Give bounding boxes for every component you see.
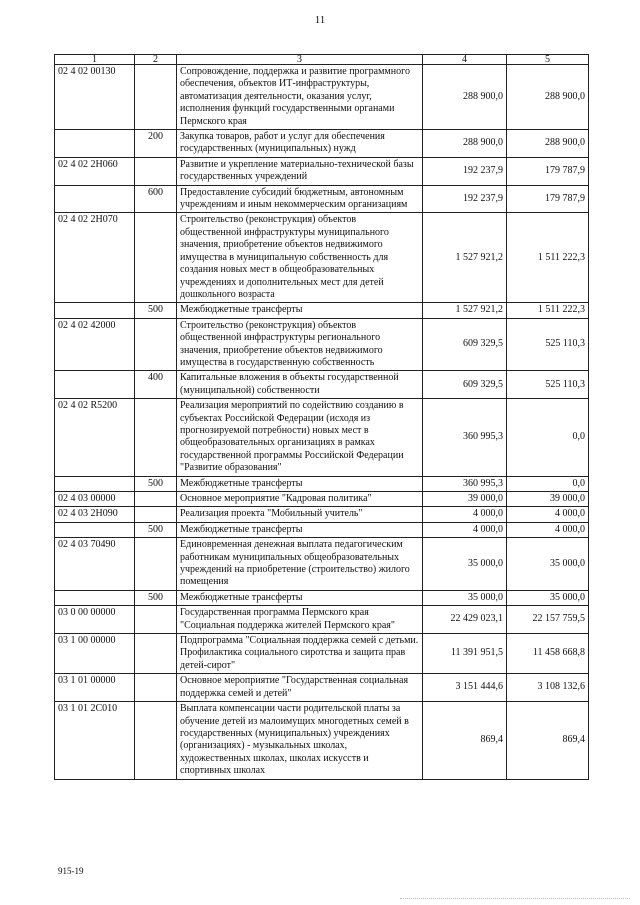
cell-target-code xyxy=(55,476,135,491)
cell-item-name: Межбюджетные трансферты xyxy=(177,590,423,605)
cell-item-name: Реализация проекта "Мобильный учитель" xyxy=(177,507,423,522)
cell-item-name: Подпрограмма "Социальная поддержка семей с детьми. Профилактика социального сиротства и защита прав детей-сирот" xyxy=(177,634,423,674)
column-header-5: 5 xyxy=(507,55,589,65)
cell-expense-type xyxy=(135,674,177,702)
cell-item-name: Межбюджетные трансферты xyxy=(177,303,423,318)
cell-expense-type: 500 xyxy=(135,522,177,537)
cell-expense-type: 500 xyxy=(135,590,177,605)
cell-amount-year-1: 192 237,9 xyxy=(423,185,507,213)
cell-amount-year-2: 0,0 xyxy=(507,476,589,491)
column-header-1: 1 xyxy=(55,55,135,65)
cell-amount-year-1: 4 000,0 xyxy=(423,522,507,537)
table-row xyxy=(55,492,589,507)
cell-target-code: 03 0 00 00000 xyxy=(55,606,135,634)
cell-target-code: 03 1 00 00000 xyxy=(55,634,135,674)
table-row xyxy=(55,371,589,399)
cell-expense-type: 500 xyxy=(135,476,177,491)
table-body xyxy=(55,65,589,780)
table-row xyxy=(55,476,589,491)
cell-expense-type xyxy=(135,702,177,779)
table-row xyxy=(55,213,589,303)
table-row xyxy=(55,507,589,522)
page-number: 11 xyxy=(314,14,326,26)
cell-target-code: 02 4 02 R5200 xyxy=(55,399,135,476)
table-row xyxy=(55,606,589,634)
cell-expense-type xyxy=(135,606,177,634)
cell-expense-type xyxy=(135,538,177,591)
cell-target-code: 02 4 02 2Н060 xyxy=(55,157,135,185)
cell-item-name: Выплата компенсации части родительской платы за обучение детей из малоимущих многодетных семей в государственных (муниципальных) учреждениях (организациях) - музыкальных школах, художественных школах, школах искусств и спортивных школах xyxy=(177,702,423,779)
table-row xyxy=(55,634,589,674)
cell-amount-year-1: 1 527 921,2 xyxy=(423,213,507,303)
cell-item-name: Строительство (реконструкция) объектов общественной инфраструктуры муниципального значения, приобретение объектов недвижимого имущества в муниципальную собственность для создания новых мест в общеобразовательных учреждениях и дополнительных мест для детей дошкольного возраста xyxy=(177,213,423,303)
table-row xyxy=(55,65,589,130)
cell-item-name: Основное мероприятие "Кадровая политика" xyxy=(177,492,423,507)
cell-expense-type: 600 xyxy=(135,185,177,213)
cell-expense-type xyxy=(135,213,177,303)
cell-target-code: 02 4 02 00130 xyxy=(55,65,135,130)
cell-target-code: 02 4 03 00000 xyxy=(55,492,135,507)
cell-amount-year-1: 609 329,5 xyxy=(423,371,507,399)
cell-amount-year-2: 179 787,9 xyxy=(507,185,589,213)
cell-target-code xyxy=(55,371,135,399)
cell-item-name: Единовременная денежная выплата педагогическим работникам муниципальных общеобразовательных учреждений на приобретение (строительство) жилого помещения xyxy=(177,538,423,591)
cell-item-name: Государственная программа Пермского края "Социальная поддержка жителей Пермского края" xyxy=(177,606,423,634)
cell-amount-year-1: 869,4 xyxy=(423,702,507,779)
cell-target-code xyxy=(55,590,135,605)
cell-item-name: Межбюджетные трансферты xyxy=(177,522,423,537)
cell-expense-type xyxy=(135,634,177,674)
cell-amount-year-1: 1 527 921,2 xyxy=(423,303,507,318)
table-row xyxy=(55,318,589,371)
table-header xyxy=(55,55,589,65)
cell-expense-type: 500 xyxy=(135,303,177,318)
cell-target-code xyxy=(55,522,135,537)
table-row xyxy=(55,303,589,318)
cell-amount-year-1: 192 237,9 xyxy=(423,157,507,185)
scan-artifact xyxy=(400,898,630,902)
cell-amount-year-1: 4 000,0 xyxy=(423,507,507,522)
cell-expense-type xyxy=(135,157,177,185)
cell-target-code: 03 1 01 00000 xyxy=(55,674,135,702)
cell-amount-year-1: 360 995,3 xyxy=(423,476,507,491)
table-row xyxy=(55,702,589,779)
cell-target-code xyxy=(55,303,135,318)
cell-item-name: Закупка товаров, работ и услуг для обеспечения государственных (муниципальных) нужд xyxy=(177,130,423,158)
cell-target-code: 02 4 03 70490 xyxy=(55,538,135,591)
cell-amount-year-1: 288 900,0 xyxy=(423,65,507,130)
cell-target-code xyxy=(55,185,135,213)
cell-amount-year-2: 0,0 xyxy=(507,399,589,476)
cell-amount-year-2: 35 000,0 xyxy=(507,538,589,591)
cell-expense-type xyxy=(135,399,177,476)
table-row xyxy=(55,399,589,476)
cell-item-name: Основное мероприятие "Государственная социальная поддержка семей и детей" xyxy=(177,674,423,702)
cell-target-code: 03 1 01 2С010 xyxy=(55,702,135,779)
cell-item-name: Сопровождение, поддержка и развитие программного обеспечения, объектов ИТ-инфраструктуры, автоматизация деятельности, оказания услуг, исполнения функций государственными органами Пермского края xyxy=(177,65,423,130)
cell-target-code: 02 4 02 42000 xyxy=(55,318,135,371)
cell-amount-year-2: 288 900,0 xyxy=(507,65,589,130)
cell-amount-year-2: 4 000,0 xyxy=(507,522,589,537)
cell-expense-type: 400 xyxy=(135,371,177,399)
budget-table xyxy=(54,54,589,780)
table-row xyxy=(55,130,589,158)
cell-amount-year-2: 288 900,0 xyxy=(507,130,589,158)
cell-expense-type xyxy=(135,492,177,507)
cell-amount-year-1: 22 429 023,1 xyxy=(423,606,507,634)
footer-code: 915-19 xyxy=(58,866,84,876)
cell-expense-type xyxy=(135,318,177,371)
cell-amount-year-1: 360 995,3 xyxy=(423,399,507,476)
table-row xyxy=(55,590,589,605)
cell-amount-year-2: 525 110,3 xyxy=(507,318,589,371)
cell-amount-year-2: 1 511 222,3 xyxy=(507,213,589,303)
cell-item-name: Капитальные вложения в объекты государственной (муниципальной) собственности xyxy=(177,371,423,399)
column-header-3: 3 xyxy=(177,55,423,65)
cell-amount-year-2: 869,4 xyxy=(507,702,589,779)
cell-amount-year-2: 3 108 132,6 xyxy=(507,674,589,702)
cell-expense-type xyxy=(135,507,177,522)
cell-amount-year-2: 4 000,0 xyxy=(507,507,589,522)
cell-amount-year-1: 3 151 444,6 xyxy=(423,674,507,702)
cell-amount-year-1: 11 391 951,5 xyxy=(423,634,507,674)
cell-amount-year-1: 35 000,0 xyxy=(423,538,507,591)
cell-amount-year-2: 525 110,3 xyxy=(507,371,589,399)
table-row xyxy=(55,522,589,537)
table-row xyxy=(55,538,589,591)
cell-item-name: Реализация мероприятий по содействию созданию в субъектах Российской Федерации (исходя из прогнозируемой потребности) новых мест в общеобразовательных организациях в рамках государственной программы Российской Федерации "Развитие образования" xyxy=(177,399,423,476)
table-row xyxy=(55,674,589,702)
cell-amount-year-1: 35 000,0 xyxy=(423,590,507,605)
table-row xyxy=(55,157,589,185)
cell-item-name: Предоставление субсидий бюджетным, автономным учреждениям и иным некоммерческим организациям xyxy=(177,185,423,213)
cell-amount-year-2: 39 000,0 xyxy=(507,492,589,507)
cell-item-name: Межбюджетные трансферты xyxy=(177,476,423,491)
cell-expense-type xyxy=(135,65,177,130)
cell-amount-year-2: 179 787,9 xyxy=(507,157,589,185)
cell-item-name: Развитие и укрепление материально-технической базы государственных учреждений xyxy=(177,157,423,185)
cell-amount-year-2: 22 157 759,5 xyxy=(507,606,589,634)
column-header-2: 2 xyxy=(135,55,177,65)
cell-amount-year-2: 11 458 668,8 xyxy=(507,634,589,674)
cell-amount-year-2: 35 000,0 xyxy=(507,590,589,605)
column-header-4: 4 xyxy=(423,55,507,65)
cell-expense-type: 200 xyxy=(135,130,177,158)
cell-target-code: 02 4 03 2Н090 xyxy=(55,507,135,522)
cell-target-code xyxy=(55,130,135,158)
cell-amount-year-1: 39 000,0 xyxy=(423,492,507,507)
cell-amount-year-1: 288 900,0 xyxy=(423,130,507,158)
cell-target-code: 02 4 02 2Н070 xyxy=(55,213,135,303)
cell-item-name: Строительство (реконструкция) объектов общественной инфраструктуры регионального значения, приобретение объектов недвижимого имущества в государственную собственность xyxy=(177,318,423,371)
cell-amount-year-1: 609 329,5 xyxy=(423,318,507,371)
cell-amount-year-2: 1 511 222,3 xyxy=(507,303,589,318)
table-row xyxy=(55,185,589,213)
